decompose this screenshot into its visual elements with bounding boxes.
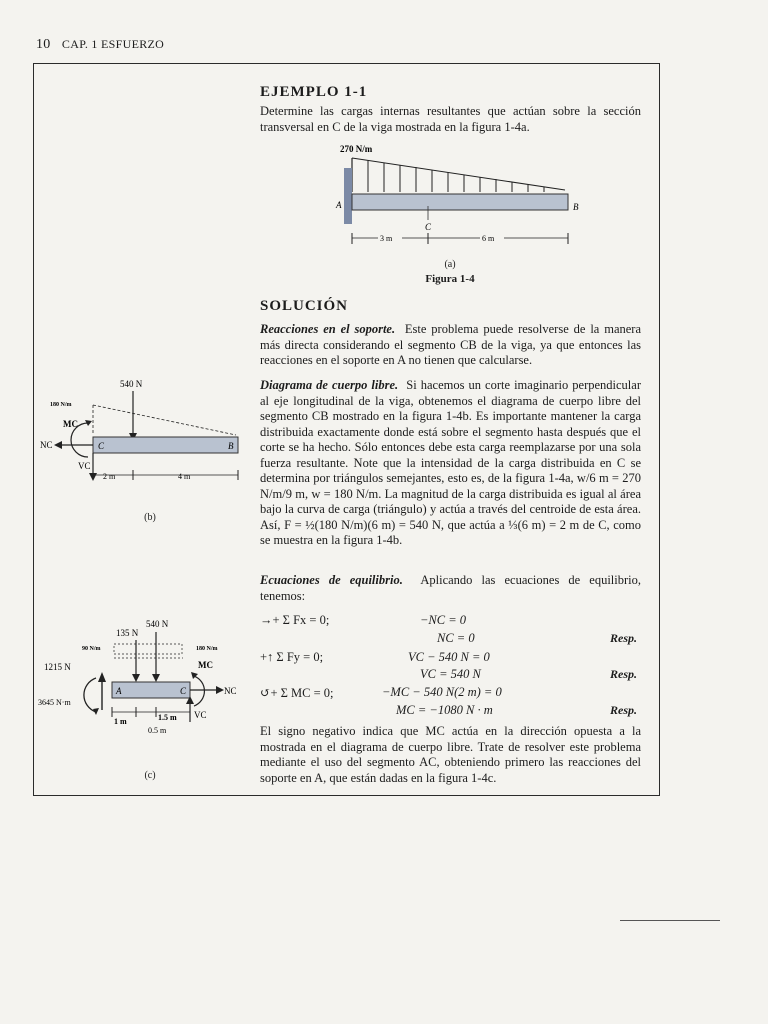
fig-b-label-C: C — [98, 441, 105, 451]
page-header — [36, 37, 164, 53]
eq-sum-fy-resp: Resp. — [610, 667, 637, 681]
fig-b-nc: NC — [40, 440, 53, 450]
reactions-paragraph — [260, 322, 641, 369]
fig-c-caption: (c) — [144, 770, 156, 781]
equations-paragraph — [260, 573, 641, 604]
fig-c-load-right: 180 N/m — [196, 646, 218, 652]
fig-c-nc: NC — [224, 686, 237, 696]
fig-a-dim-right: 6 m — [482, 234, 495, 243]
eq-sum-mc-line2: MC = −1080 N · m — [396, 703, 493, 717]
reactions-text: Este problema puede resolverse de la manera más directa considerando el segmento CB de la viga, ya que entonces las reacciones en el soporte en A no tienen que calcularse. — [260, 322, 642, 367]
fig-a-caption: (a) — [444, 259, 456, 270]
eq-sum-fy: +↑ Σ Fy = 0; — [260, 650, 324, 664]
fig-a-label-A: A — [336, 200, 342, 210]
fbd-text: Si hacemos un corte imaginario perpendicular al eje longitudinal de la viga, obtenemos el diagrama de cuerpo libre del segmento CB mostrado en la figura 1-4b. Es importante mantener la carga distribuida exactamente donde está sobre el segmento hasta después que el corte se ha hecho. Sólo entonces debe esta carga reemplazarse por una sola fuerza resultante. Note que la intensidad de la carga distribuida en C se determina por triángulos semejantes, esto es, de la figura 1-4a, w/6 m = 270 N/m/9 m, w = 180 N/m. La magnitud de la carga distribuida es igual al área bajo la curva de carga (triángulo) y actúa a través del centroide de esta área. Así, F = ½(180 N/m)(6 m) = 540 N, que actúa a ⅓(6 m) = 2 m de C, como se muestra en la figura 1-4b. — [260, 378, 641, 547]
fig-c-mc: MC — [198, 660, 213, 670]
fig-c-f2: 540 N — [146, 619, 169, 629]
figure-a — [330, 140, 590, 255]
fig-b-caption: (b) — [144, 512, 156, 523]
fig-b-mc: MC — [63, 419, 78, 429]
eq-sum-fx-line2: NC = 0 — [437, 631, 475, 645]
eq-sum-mc-line1: −MC − 540 N(2 m) = 0 — [382, 685, 502, 699]
figure-c — [38, 612, 253, 742]
fig-c-dim1: 1 m — [114, 717, 127, 726]
conclusion-text: El signo negativo indica que MC actúa en la dirección opuesta a la mostrada en el diagrama de cuerpo libre. Trate de resolver este problema mediante el uso del segmento AC, obteniendo primero las reacciones del soporte en A, que están dadas en la figura 1-4c. — [260, 724, 641, 785]
fig-c-f1: 135 N — [116, 628, 139, 638]
fig-b-vc: VC — [78, 461, 91, 471]
fig-b-dim-left: 2 m — [103, 472, 116, 481]
fig-a-dim-left: 3 m — [380, 234, 393, 243]
fig-c-reaction-v: 1215 N — [44, 662, 71, 672]
intro-text: Determine las cargas internas resultantes que actúan sobre la sección transversal en C de la viga mostrada en la figura 1-4a. — [260, 104, 641, 134]
fig-b-label-B: B — [228, 441, 234, 451]
fig-c-load-left: 90 N/m — [82, 646, 101, 652]
fig-b-load: 180 N/m — [50, 402, 72, 408]
fig-b-force: 540 N — [120, 379, 143, 389]
fbd-heading: Diagrama de cuerpo libre. — [260, 378, 399, 392]
conclusion-paragraph — [260, 724, 641, 786]
fig-c-label-A: A — [116, 686, 122, 696]
eq-sum-fx-resp: Resp. — [610, 631, 637, 645]
eq-intro: Aplicando las ecuaciones de equilibrio, tenemos: — [260, 573, 642, 603]
eq-sum-fx: →+ Σ Fx = 0; — [260, 613, 330, 627]
eq-sum-mc-resp: Resp. — [610, 703, 637, 717]
fig-b-dim-right: 4 m — [178, 472, 191, 481]
fig-a-label-B: B — [573, 202, 579, 212]
fig-c-vc: VC — [194, 710, 207, 720]
eq-sum-fx-line1: −NC = 0 — [420, 613, 467, 627]
intro-paragraph — [260, 104, 641, 135]
fig-a-load-label: 270 N/m — [340, 144, 373, 154]
figure-title: Figura 1-4 — [425, 273, 475, 285]
chapter-title: CAP. 1 ESFUERZO — [61, 37, 165, 51]
example-title: EJEMPLO 1-1 — [260, 84, 368, 100]
eq-sum-fy-line2: VC = 540 N — [420, 667, 481, 681]
page-number: 10 — [36, 37, 51, 52]
eq-heading: Ecuaciones de equilibrio. — [260, 573, 403, 587]
reactions-heading: Reacciones en el soporte. — [260, 322, 396, 336]
fig-c-dim2: 1.5 m — [158, 713, 177, 722]
solution-title: SOLUCIÓN — [260, 298, 349, 314]
fig-c-dim3: 0.5 m — [148, 726, 167, 735]
fig-c-reaction-m: 3645 N·m — [38, 698, 71, 707]
fbd-paragraph — [260, 378, 641, 549]
eq-sum-fy-line1: VC − 540 N = 0 — [408, 650, 490, 664]
figure-b — [38, 375, 248, 495]
eq-sum-mc: ↺+ Σ MC = 0; — [260, 686, 334, 700]
fig-a-label-C: C — [425, 222, 432, 232]
fig-c-label-C: C — [180, 686, 187, 696]
scan-artifact-line — [620, 920, 720, 921]
